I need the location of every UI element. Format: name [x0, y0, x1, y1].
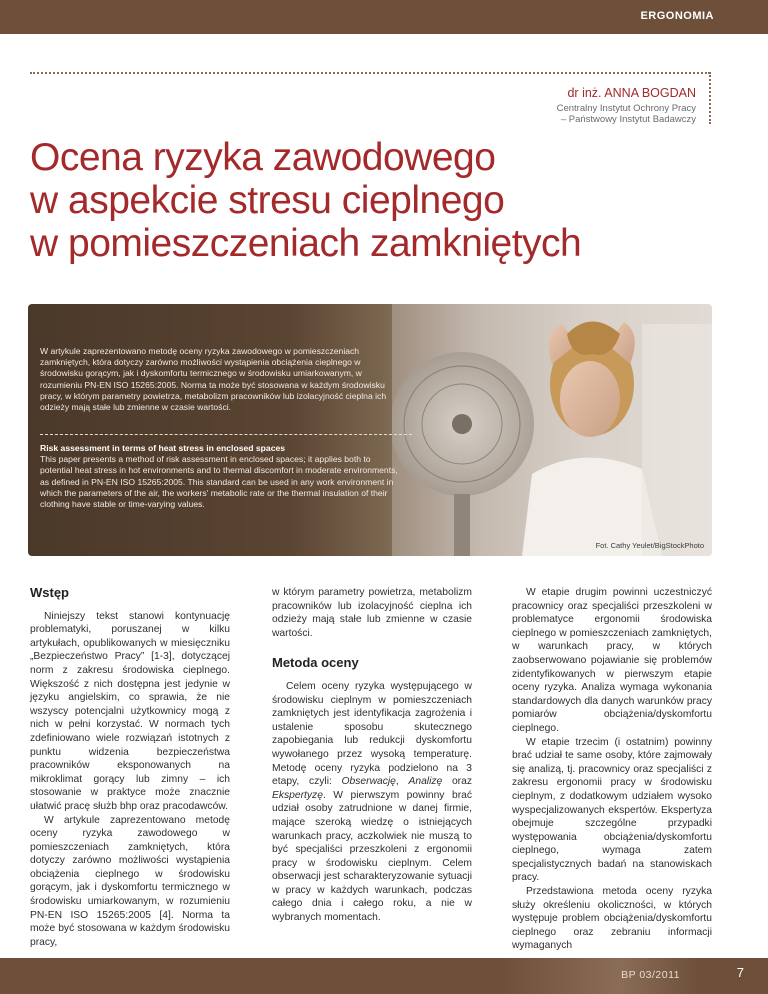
column-2 — [272, 586, 472, 925]
title-line-2: w aspekcie stresu cieplnego — [30, 179, 505, 222]
term-analysis: Analizę — [408, 776, 443, 788]
woman-with-fan-photo — [392, 304, 712, 556]
section-tag: ERGONOMIA — [640, 10, 714, 22]
column-3 — [512, 586, 712, 953]
title-line-1: Ocena ryzyka zawodowego — [30, 136, 496, 179]
affiliation-line-2: – Państwowy Instytut Badawczy — [560, 114, 696, 125]
affiliation-line-1: Centralny Instytut Ochrony Pracy — [556, 103, 696, 114]
paragraph: Celem oceny ryzyka występującego w środowisku cieplnym w pomieszczeniach zamkniętych jest identyfikacja zagrożenia i ustalenie sposobu skutecznego zapobiegania lub redukcji dyskomfortu wywołanego przez wysoką temperaturę. Metodę oceny ryzyka podzielono na 3 etapy, czyli: Obserwację, Analizę oraz Ekspertyzę. W pierwszym powinny brać udział osoby zatrudnione w danej firmie, mające szeroką wiedzę o istniejących warunkach pracy, aczkolwiek nie muszą to być specjaliści przeszkoleni z ergonomii pracy w środowisku cieplnym. Celem obserwacji jest scharakteryzowanie sytuacji w pracy w każdych warunkach, podczas całego dnia i całego roku, a nie w wybranych momentach. — [272, 680, 472, 924]
author-name: dr inż. ANNA BOGDAN — [567, 86, 696, 100]
paragraph: W artykule zaprezentowano metodę oceny ryzyka zawodowego w pomieszczeniach zamkniętych, która dotyczy zarówno możliwości wystąpienia obciążenia cieplnego w środowisku gorącym, jak i dyskomfortu termicznego w środowisku umiarkowanym, w rozumieniu PN-EN ISO 15265:2005 [4]. Norma ta może być stosowana w każdym środowisku pracy, — [30, 814, 230, 948]
paragraph: Niniejszy tekst stanowi kontynuację problematyki, poruszanej w kilku artykułach, opublikowanych w miesięczniku „Bezpieczeństwo Pracy” [1-3], dotyczącej norm z zakresu środowiska cieplnego. Większość z nich dostępna jest jedynie w języku angielskim, co sprawia, że nie wszyscy potencjalni użytkownicy mogą z nich w pełni korzystać. W normach tych zdefiniowano wiele rozwiązań istotnych z punktu widzenia bezpieczeństwa pracowników eksponowanych na mikroklimat gorący lub zimny – ich stosowanie w praktyce może znacznie ułatwić pracę służb bhp oraz pracodawców. — [30, 610, 230, 812]
dotted-rule-vertical — [709, 72, 711, 124]
text-run: Celem oceny ryzyka występującego w środowisku cieplnym w pomieszczeniach zamkniętych jest identyfikacja zagrożenia i ustalenie sposobu skutecznego zapobiegania lub redukcji dyskomfortu wywołanego przez wysoką temperaturę. Metodę oceny ryzyka podzielono na 3 etapy, czyli: — [272, 680, 472, 788]
text-run: oraz — [451, 776, 472, 788]
photo-credit: Fot. Cathy Yeulet/BigStockPhoto — [595, 541, 704, 550]
abstract-english-text: This paper presents a method of risk assessment in enclosed spaces; it applies both to potential heat stress in hot environments and to thermal discomfort in moderate environments, as defined in PN-EN ISO 15265:2005. This standard can be used in any work environment in which the parameters of the air, the workers' metabolic rate or the thermal insulation of their clothing have stable or time-varying values. — [40, 454, 398, 510]
issue-label: BP 03/2011 — [621, 969, 680, 981]
paragraph: Przedstawiona metoda oceny ryzyka służy określeniu okoliczności, w których występuje problem obciążenia/dyskomfortu cieplnego oraz zebraniu informacji wymaganych — [512, 886, 712, 952]
paragraph: w którym parametry powietrza, metabolizm pracowników lub izolacyjność cieplna ich odzieży mają stałe lub zmienne w czasie wartości. — [272, 587, 472, 639]
title-line-3: w pomieszczeniach zamkniętych — [30, 222, 582, 265]
heading-intro: Wstęp — [30, 585, 69, 600]
article-title — [30, 136, 581, 265]
paragraph: W etapie drugim powinni uczestniczyć pracownicy oraz specjaliści przeszkoleni w problematyce ergonomii środowiska cieplnego w pomieszczeniach zamkniętych, w warunkach pracy, w których zaobserwowano pojawianie się problemów zidentyfikowanych w pierwszym etapie oceny ryzyka. Analiza wymaga wykonania standardowych dla danych warunków pracy pomiarów obciążenia/dyskomfortu cieplnego. — [512, 587, 712, 734]
text-run: . W pierwszym powinny brać udział osoby zatrudnione w danej firmie, mające szeroką wiedzę o istniejących warunkach pracy, aczkolwiek nie muszą to być specjaliści przeszkoleni z ergonomii pracy w środowisku cieplnym. Celem obserwacji jest scharakteryzowanie sytuacji w pracy w każdych warunkach, podczas całego dnia i całego roku, a nie w wybranych momentach. — [272, 789, 472, 924]
abstract-banner — [28, 304, 712, 556]
abstract-polish: W artykule zaprezentowano metodę oceny ryzyka zawodowego w pomieszczeniach zamkniętych, która dotyczy zarówno możliwości wystąpienia obciążenia cieplnego w środowisku gorącym, jak i dyskomfortu termicznego w środowisku umiarkowanym, w rozumieniu PN-EN ISO 15265:2005. Norma ta może być stosowana w każdym środowisku pracy, w którym parametry powietrza, metabolizm pracowników lub izolacyjność cieplna ich odzieży mają stałe lub zmienne w czasie wartości. — [40, 346, 387, 413]
term-expertise: Ekspertyzę — [272, 789, 323, 801]
heading-method: Metoda oceny — [272, 655, 359, 671]
term-observation: Obserwację — [341, 776, 396, 788]
author-affiliation — [557, 103, 696, 125]
paragraph: W etapie trzecim (i ostatnim) powinny brać udział te same osoby, które zajmowały się analizą, tj. pracownicy oraz specjaliści z zakresu ergonomii pracy w środowisku cieplnym, z dodatkowym udziałem wysoko wyspecjalizowanych ekspertów. Ekspertyza obejmuje szczególne przypadki występowania obciążenia/dyskomfortu cieplnego, wymaga zatem specjalistycznych badań na stanowiskach pracy. — [512, 736, 712, 884]
dotted-rule-horizontal — [30, 72, 710, 74]
abstract-english — [40, 443, 400, 510]
author-block — [557, 86, 696, 125]
column-1 — [30, 586, 230, 949]
abstract-english-title: Risk assessment in terms of heat stress in enclosed spaces — [40, 443, 286, 453]
abstract-divider — [40, 434, 412, 435]
page-number: 7 — [736, 965, 744, 980]
